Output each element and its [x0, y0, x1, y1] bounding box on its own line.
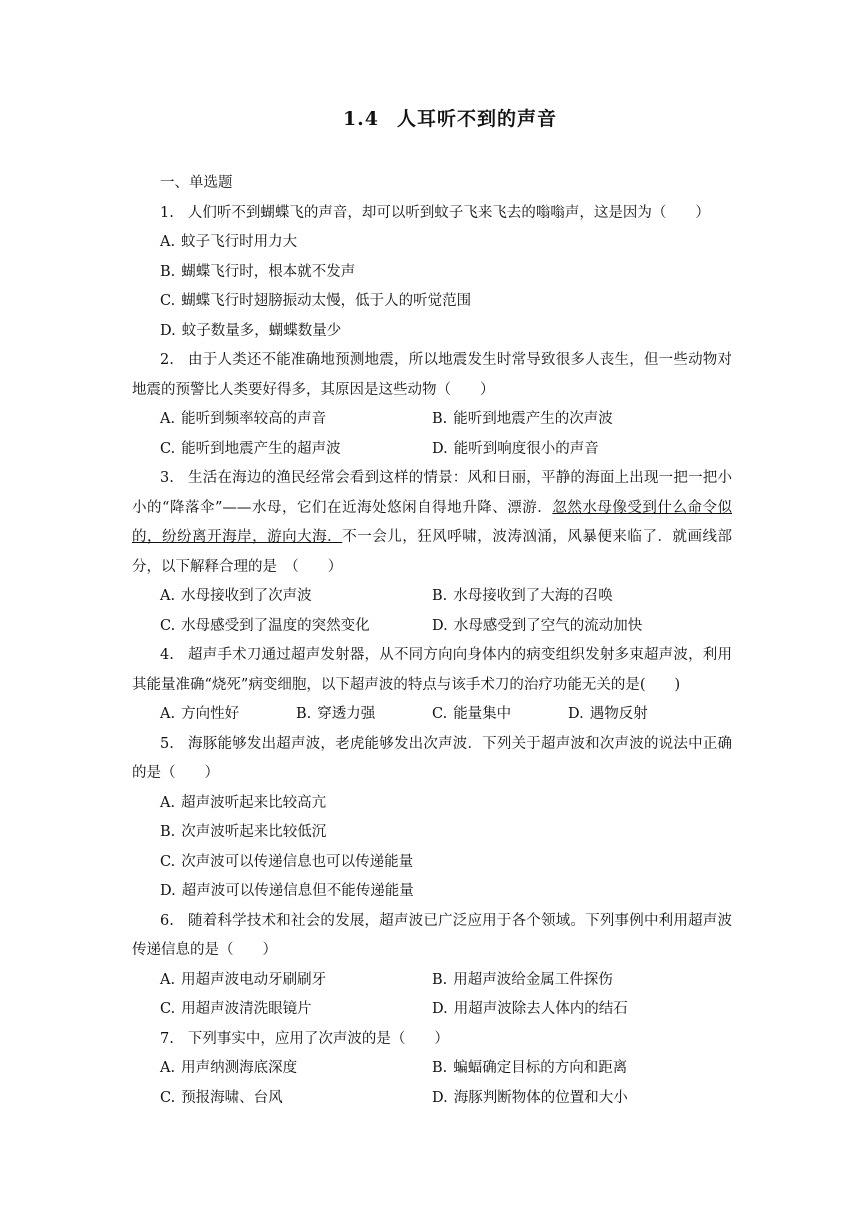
option-text: 遇物反射 — [589, 706, 648, 722]
option-c — [132, 848, 732, 878]
option-a — [132, 228, 732, 258]
question-text: 随着科学技术和社会的发展，超声波已广泛应用于各个领域。下列事例中利用超声波传递信息的是（ ） — [132, 912, 732, 958]
option-row — [132, 966, 732, 996]
option-letter: B. — [432, 1060, 448, 1076]
option-row — [132, 995, 732, 1025]
question-3-stem — [132, 464, 732, 582]
option-d — [132, 317, 732, 347]
option-text: 用超声波给金属工件探伤 — [453, 971, 613, 988]
question-5-stem — [132, 730, 732, 789]
option-text: 穿透力强 — [317, 706, 376, 722]
option-c — [160, 435, 432, 465]
option-text: 能听到地震产生的次声波 — [453, 411, 613, 427]
question-2-stem — [132, 346, 732, 405]
option-letter: C. — [160, 853, 176, 870]
question-4-stem — [132, 641, 732, 700]
option-text: 能量集中 — [453, 706, 512, 722]
question-number: 6. — [160, 912, 174, 929]
question-text: 人们听不到蝴蝶飞的声音，却可以听到蚊子飞来飞去的嗡嗡声，这是因为（ ） — [187, 204, 710, 221]
option-row — [132, 612, 732, 642]
option-text: 预报海啸、台风 — [181, 1089, 283, 1106]
option-letter: B. — [160, 824, 176, 840]
option-text: 水母感受到了空气的流动加快 — [453, 617, 643, 634]
option-c — [132, 287, 732, 317]
option-letter: D. — [432, 1001, 448, 1017]
option-text: 用超声波清洗眼镜片 — [181, 1001, 312, 1017]
option-a — [160, 582, 432, 612]
option-text: 蝙蝠确定目标的方向和距离 — [453, 1060, 628, 1076]
option-a — [160, 966, 432, 996]
option-b — [432, 582, 704, 612]
option-text: 能听到频率较高的声音 — [181, 411, 327, 427]
question-text: 海豚能够发出超声波，老虎能够发出次声波．下列关于超声波和次声波的说法中正确的是（ ） — [132, 735, 732, 781]
option-letter: C. — [160, 440, 176, 457]
question-text: 由于人类还不能准确地预测地震，所以地震发生时常导致很多人丧生，但一些动物对地震的预警比人类要好得多，其原因是这些动物（ ） — [132, 352, 732, 398]
option-letter: A. — [160, 234, 176, 250]
option-row — [132, 582, 732, 612]
option-d — [132, 877, 732, 907]
option-text: 超声波听起来比较高亢 — [181, 794, 327, 811]
option-d — [432, 612, 704, 642]
option-b — [132, 258, 732, 288]
option-letter: A. — [160, 1060, 176, 1076]
option-letter: A. — [160, 794, 176, 811]
option-b — [132, 818, 732, 848]
option-letter: C. — [160, 1001, 176, 1017]
option-letter: B. — [296, 706, 312, 722]
option-letter: C. — [160, 1089, 176, 1106]
option-letter: A. — [160, 971, 176, 988]
option-text: 蚊子数量多，蝴蝶数量少 — [181, 322, 342, 339]
question-7-stem — [132, 1025, 732, 1055]
option-c — [160, 1084, 432, 1114]
option-b — [296, 700, 432, 730]
option-a — [132, 789, 732, 819]
option-b — [432, 966, 704, 996]
option-letter: D. — [160, 883, 176, 899]
page-title — [0, 104, 860, 131]
option-letter: A. — [160, 588, 176, 604]
section-heading: 一、单选题 — [160, 175, 233, 191]
question-text: 超声手术刀通过超声发射器，从不同方向向身体内的病变组织发射多束超声波，利用其能量准确“烧死”病变细胞，以下超声波的特点与该手术刀的治疗功能无关的是( ) — [132, 647, 732, 693]
title-number: 1.4 — [342, 108, 380, 130]
option-a — [160, 405, 432, 435]
option-a — [160, 700, 296, 730]
option-text: 用超声波电动牙刷刷牙 — [181, 971, 327, 988]
option-text: 海豚判断物体的位置和大小 — [453, 1089, 628, 1106]
question-1-stem — [132, 199, 732, 229]
option-text: 蚊子飞行时用力大 — [181, 234, 298, 250]
option-letter: B. — [160, 263, 176, 280]
option-text: 水母感受到了温度的突然变化 — [181, 617, 370, 634]
option-d — [432, 995, 704, 1025]
option-row — [132, 1054, 732, 1084]
option-d — [432, 435, 704, 465]
option-text: 能听到地震产生的超声波 — [181, 440, 341, 457]
option-letter: D. — [432, 440, 448, 457]
option-row — [132, 1084, 732, 1114]
option-d — [432, 1084, 704, 1114]
question-6-stem — [132, 907, 732, 966]
option-text: 能听到响度很小的声音 — [453, 440, 599, 457]
question-list — [132, 169, 732, 1113]
option-c — [160, 612, 432, 642]
question-text: 不一会儿，狂风呼啸，波涛汹涌，风暴便来临了．就画线部分，以下解释合理的是 （ ） — [132, 529, 733, 575]
option-text: 超声波可以传递信息但不能传递能量 — [181, 883, 414, 899]
title-text: 人耳听不到的声音 — [397, 108, 558, 130]
option-text: 方向性好 — [181, 706, 240, 722]
option-letter: C. — [160, 617, 176, 634]
option-text: 用超声波除去人体内的结石 — [453, 1001, 628, 1017]
question-number: 5. — [160, 735, 174, 752]
underlined-passage: 忽然水母像受到什么命令似的，纷纷离开海岸，游向大海． — [132, 499, 733, 545]
option-letter: D. — [432, 617, 448, 634]
option-text: 蝴蝶飞行时翅膀振动太慢，低于人的听觉范围 — [181, 293, 472, 309]
option-row — [132, 435, 732, 465]
question-text: 下列事实中，应用了次声波的是（ ） — [187, 1030, 449, 1047]
option-text: 次声波可以传递信息也可以传递能量 — [181, 853, 414, 870]
question-number: 1. — [160, 204, 174, 221]
option-letter: D. — [568, 706, 584, 722]
option-letter: D. — [160, 322, 176, 339]
question-number: 7. — [160, 1030, 174, 1047]
question-number: 4. — [160, 647, 174, 663]
option-text: 水母接收到了大海的召唤 — [453, 588, 613, 604]
option-d — [568, 700, 704, 730]
option-b — [432, 405, 704, 435]
option-text: 水母接收到了次声波 — [181, 588, 312, 604]
option-letter: D. — [432, 1089, 448, 1106]
option-b — [432, 1054, 704, 1084]
option-row — [132, 700, 732, 730]
option-letter: A. — [160, 411, 176, 427]
option-letter: B. — [432, 971, 448, 988]
option-a — [160, 1054, 432, 1084]
option-text: 次声波听起来比较低沉 — [181, 824, 327, 840]
question-number: 3. — [160, 470, 174, 486]
option-letter: A. — [160, 706, 176, 722]
option-letter: B. — [432, 411, 448, 427]
option-letter: C. — [432, 706, 448, 722]
option-letter: C. — [160, 293, 176, 309]
option-c — [432, 700, 568, 730]
option-text: 蝴蝶飞行时，根本就不发声 — [181, 263, 356, 280]
option-row — [132, 405, 732, 435]
option-letter: B. — [432, 588, 448, 604]
option-text: 用声纳测海底深度 — [181, 1060, 298, 1076]
question-text: 生活在海边的渔民经常会看到这样的情景：风和日丽，平静的海面上出现一把一把小小的“降落伞”——水母，它们在近海处悠闲自得地升降、漂游． — [132, 470, 732, 516]
question-number: 2. — [160, 352, 174, 368]
option-c — [160, 995, 432, 1025]
